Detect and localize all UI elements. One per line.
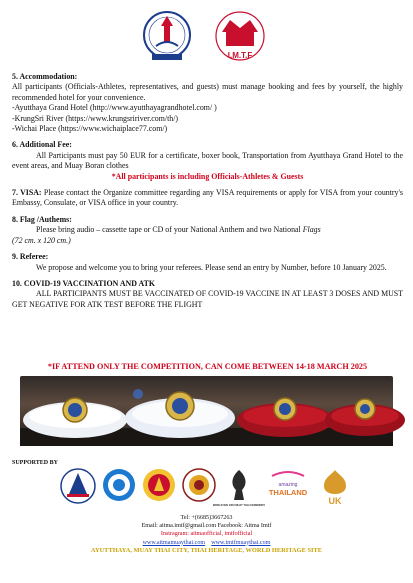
- sponsor-ministry-logo-icon: [102, 468, 136, 502]
- flag-size: (72 cm. x 120 cm.): [12, 235, 71, 245]
- section-text: Please contact the Organize committee regarding any VISA requirements or apply for VISA from your country's Embassy, Consulate, or VISA office in your country.: [12, 188, 403, 208]
- section-covid: [12, 279, 403, 310]
- document-body: [12, 72, 403, 316]
- section-title: 9. Referee:: [12, 252, 49, 262]
- hotel-item: -Ayutthaya Grand Hotel (http://www.ayutthayagrandhotel.com/ ): [12, 103, 217, 113]
- imtf-logo-text: I.M.T.F: [227, 51, 253, 60]
- website-link-aitma[interactable]: www.aitmamuaythai.com: [142, 539, 206, 546]
- imtf-logo-icon: [212, 10, 268, 66]
- uk-text: UK: [328, 496, 342, 506]
- mongkol-headbands-photo: [20, 376, 393, 446]
- sponsor-waikru-logo-icon: [212, 468, 266, 508]
- sponsor-uk-logo-icon: [318, 468, 352, 506]
- section-title: 5. Accommodation:: [12, 72, 78, 81]
- hotel-item: -Wichai Place (https://www.wichaiplace77.com/): [12, 124, 168, 134]
- section-text: We propose and welcome you to bring your referees. Please send an entry by Number, before 10 January 2025.: [36, 262, 387, 272]
- fee-note: *All participants is including Officials-Athletes & Guests: [111, 171, 304, 181]
- mongkol-headbands-image: [20, 376, 393, 446]
- thailand-text: THAILAND: [268, 488, 308, 497]
- section-accommodation: [12, 72, 403, 134]
- section-text: ALL PARTICIPANTS MUST BE VACCINATED OF COVID-19 VACCINE IN AT LEAST 3 DOSES AND MUST GET NEGATIVE FOR ATK TEST BEFORE THE FLIGHT: [12, 289, 403, 309]
- section-title: 6. Additional Fee:: [12, 140, 72, 150]
- footer-tagline: AYUTTHAYA, MUAY THAI CITY, THAI HERITAGE, WORLD HERITAGE SITE: [90, 546, 323, 554]
- waikru-logo-text: WORLD WAI KRU MUAY THAI CEREMONY: [212, 504, 266, 507]
- sponsor-amazing-thailand-logo-icon: [266, 468, 310, 504]
- sponsor-heritage-logo-icon: [182, 468, 216, 502]
- section-title: 8. Flag /Authems:: [12, 214, 72, 224]
- hotel-item: -KrungSri River (https://www.krungsririver.com/th/): [12, 113, 179, 123]
- contact-email: Email: aitma.imtf@gmail.com Facebook: Aitma Imtf: [141, 523, 272, 530]
- header-logos: [0, 8, 413, 66]
- flags-word: Flags: [302, 225, 321, 235]
- contact-tel: Tel: +(6685)3667263: [180, 515, 233, 521]
- contact-instagram: Instragram: aitmaofficial, imtfofficial: [160, 531, 253, 538]
- section-referee: [12, 252, 403, 273]
- amazing-text: amazing: [278, 482, 298, 488]
- section-visa: [12, 188, 403, 209]
- supported-by-label: SUPPORTED BY: [12, 460, 58, 466]
- section-flag: [12, 215, 403, 246]
- sponsor-culture-logo-icon: [142, 468, 176, 502]
- contact-block: [0, 514, 413, 555]
- section-title: 7. VISA:: [12, 188, 42, 198]
- section-text: All participants (Officials-Athletes, representatives, and guests) must manage booking and fees by yourself, the highly recommended hotel for your convenience.: [12, 82, 403, 102]
- section-text: Please bring audio – cassette tape or CD of your National Anthem and two National: [36, 225, 303, 235]
- section-title: 10. COVID-19 VACCINATION AND ATK: [12, 278, 155, 288]
- sponsor-ayutthaya-logo-icon: [60, 468, 96, 504]
- attendance-banner: *IF ATTEND ONLY THE COMPETITION, CAN COME BETWEEN 14-18 MARCH 2025: [47, 362, 368, 371]
- section-fee: [12, 140, 403, 182]
- sponsor-logos: [60, 468, 360, 514]
- section-text: All Participants must pay 50 EUR for a certificate, boxer book, Transportation from Ayutthaya Grand Hotel to the event areas, and Muay Boran clothes: [12, 150, 403, 171]
- website-link-imtf[interactable]: www.imtfmuaythai.com: [211, 539, 271, 546]
- aitma-logo-icon: [142, 10, 192, 64]
